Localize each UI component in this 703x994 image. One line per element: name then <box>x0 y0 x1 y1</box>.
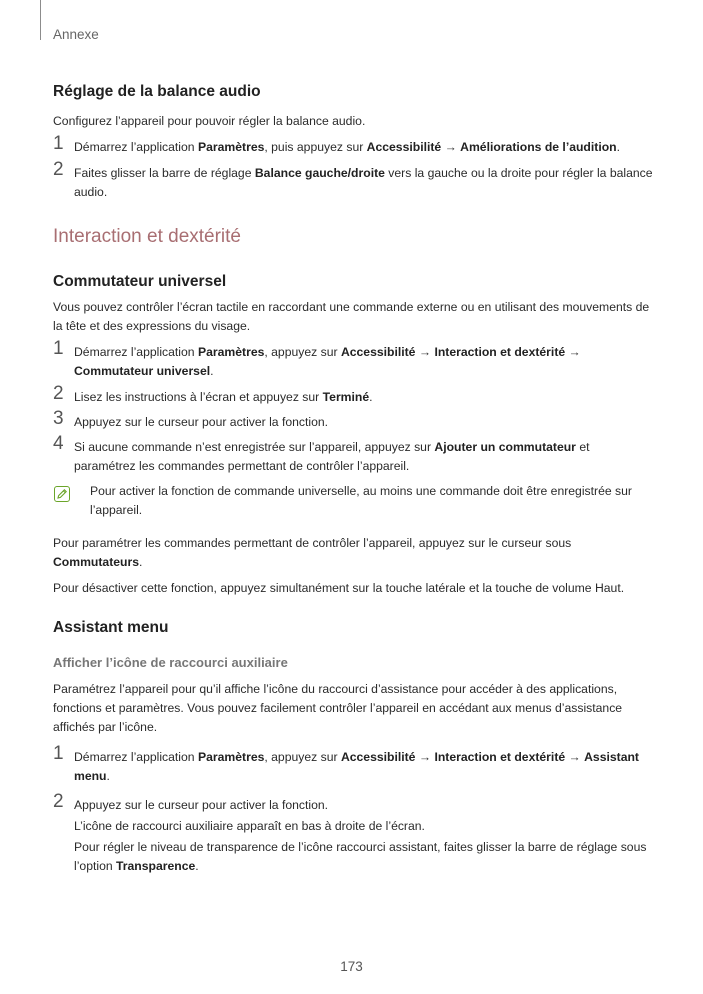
heading-balance-audio: Réglage de la balance audio <box>53 83 261 100</box>
assistant-step-1 <box>53 743 653 786</box>
step-number: 1 <box>53 338 64 359</box>
step-text: , puis appuyez sur <box>264 140 367 154</box>
commutateur-para-2: Pour désactiver cette fonction, appuyez simultanément sur la touche latérale et la touche de volume Haut. <box>53 581 625 595</box>
step-bold: Accessibilité <box>366 140 442 154</box>
step-number: 4 <box>53 433 64 454</box>
running-header: Annexe <box>53 27 99 42</box>
para-bold: Commutateurs <box>53 555 140 569</box>
arrow: → <box>441 140 461 154</box>
heading-commutateur: Commutateur universel <box>53 273 227 290</box>
step-bold: Accessibilité <box>340 750 416 764</box>
step-text: . <box>616 140 620 154</box>
step-bold: Commutateur universel <box>74 364 211 378</box>
step-bold: Interaction et dextérité <box>434 750 566 764</box>
step-number: 2 <box>53 159 64 180</box>
step-text: Si aucune commande n’est enregistrée sur l’appareil, appuyez sur <box>74 440 435 454</box>
step-text: . <box>106 769 110 783</box>
balance-step-1 <box>53 133 653 157</box>
step-bold: Balance gauche/droite <box>254 166 385 180</box>
subheading-raccourci: Afficher l’icône de raccourci auxiliaire <box>53 655 288 670</box>
note-box <box>53 482 653 520</box>
step-text: Démarrez l’application <box>74 140 198 154</box>
commutateur-step-2 <box>53 383 653 407</box>
arrow: → <box>415 345 435 359</box>
step-text: . <box>210 364 214 378</box>
step-text: , appuyez sur <box>264 750 341 764</box>
step-text: Démarrez l’application <box>74 345 198 359</box>
step-text: . <box>369 390 373 404</box>
note-text: Pour activer la fonction de commande universelle, au moins une commande doit être enregistrée sur l’appareil. <box>90 484 632 517</box>
step-bold: Paramètres <box>197 345 265 359</box>
step-bold: Ajouter un commutateur <box>434 440 576 454</box>
step-number: 2 <box>53 791 64 812</box>
commutateur-intro: Vous pouvez contrôler l’écran tactile en raccordant une commande externe ou en utilisant des mouvements de la tête et des expressions du visage. <box>53 300 650 333</box>
heading-assistant-menu: Assistant menu <box>53 619 169 636</box>
step-bold: Paramètres <box>197 750 265 764</box>
page-number: 173 <box>340 959 363 974</box>
commutateur-step-4 <box>53 433 653 476</box>
page-content <box>53 83 653 876</box>
step-text: , appuyez sur <box>264 345 341 359</box>
assistant-intro: Paramétrez l’appareil pour qu’il affiche l’icône du raccourci d’assistance pour accéder à des applications, fonctions et paramètres. Vous pouvez facilement contrôler l’appareil en accédant aux menus d’assistance affichés par l’icône. <box>53 682 623 734</box>
balance-intro: Configurez l’appareil pour pouvoir régler la balance audio. <box>53 114 366 128</box>
step-number: 1 <box>53 743 64 764</box>
step-bold: Paramètres <box>197 140 265 154</box>
step-text: vers la gauche ou la droite pour régler la balance audio. <box>74 166 653 199</box>
sub-text: . <box>195 859 199 873</box>
para-text: Pour paramétrer les commandes permettant de contrôler l’appareil, appuyez sur le curseur sous <box>53 536 572 550</box>
commutateur-para-1 <box>53 534 653 572</box>
step-text: Appuyez sur le curseur pour activer la fonction. <box>74 798 329 812</box>
step-bold: Assistant menu <box>74 750 639 783</box>
step-number: 1 <box>53 133 64 154</box>
commutateur-step-3 <box>53 408 653 432</box>
assistant-sub-2 <box>53 838 653 876</box>
step-text: Faites glisser la barre de réglage <box>74 166 255 180</box>
header-rule <box>40 0 41 40</box>
para-text: . <box>139 555 143 569</box>
balance-step-2 <box>53 159 653 202</box>
assistant-step-2 <box>53 791 653 815</box>
step-bold: Accessibilité <box>340 345 416 359</box>
arrow: → <box>565 345 581 359</box>
step-bold: Terminé <box>322 390 370 404</box>
sub-text: Pour régler le niveau de transparence de l’icône raccourci assistant, faites glisser la barre de réglage sous l’option <box>74 840 647 873</box>
note-pencil-icon <box>54 486 70 502</box>
arrow: → <box>415 750 435 764</box>
step-text: Démarrez l’application <box>74 750 198 764</box>
sub-bold: Transparence <box>116 859 196 873</box>
section-title: Interaction et dextérité <box>53 226 241 247</box>
commutateur-step-1 <box>53 338 653 381</box>
step-number: 3 <box>53 408 64 429</box>
step-text: Lisez les instructions à l’écran et appuyez sur <box>74 390 323 404</box>
step-bold: Interaction et dextérité <box>434 345 566 359</box>
arrow: → <box>565 750 585 764</box>
assistant-sub-1: L’icône de raccourci auxiliaire apparaît en bas à droite de l’écran. <box>74 819 425 833</box>
step-bold: Améliorations de l’audition <box>460 140 617 154</box>
step-text: et paramétrez les commandes permettant de contrôler l’appareil. <box>74 440 590 473</box>
step-number: 2 <box>53 383 64 404</box>
step-text: Appuyez sur le curseur pour activer la fonction. <box>74 415 329 429</box>
